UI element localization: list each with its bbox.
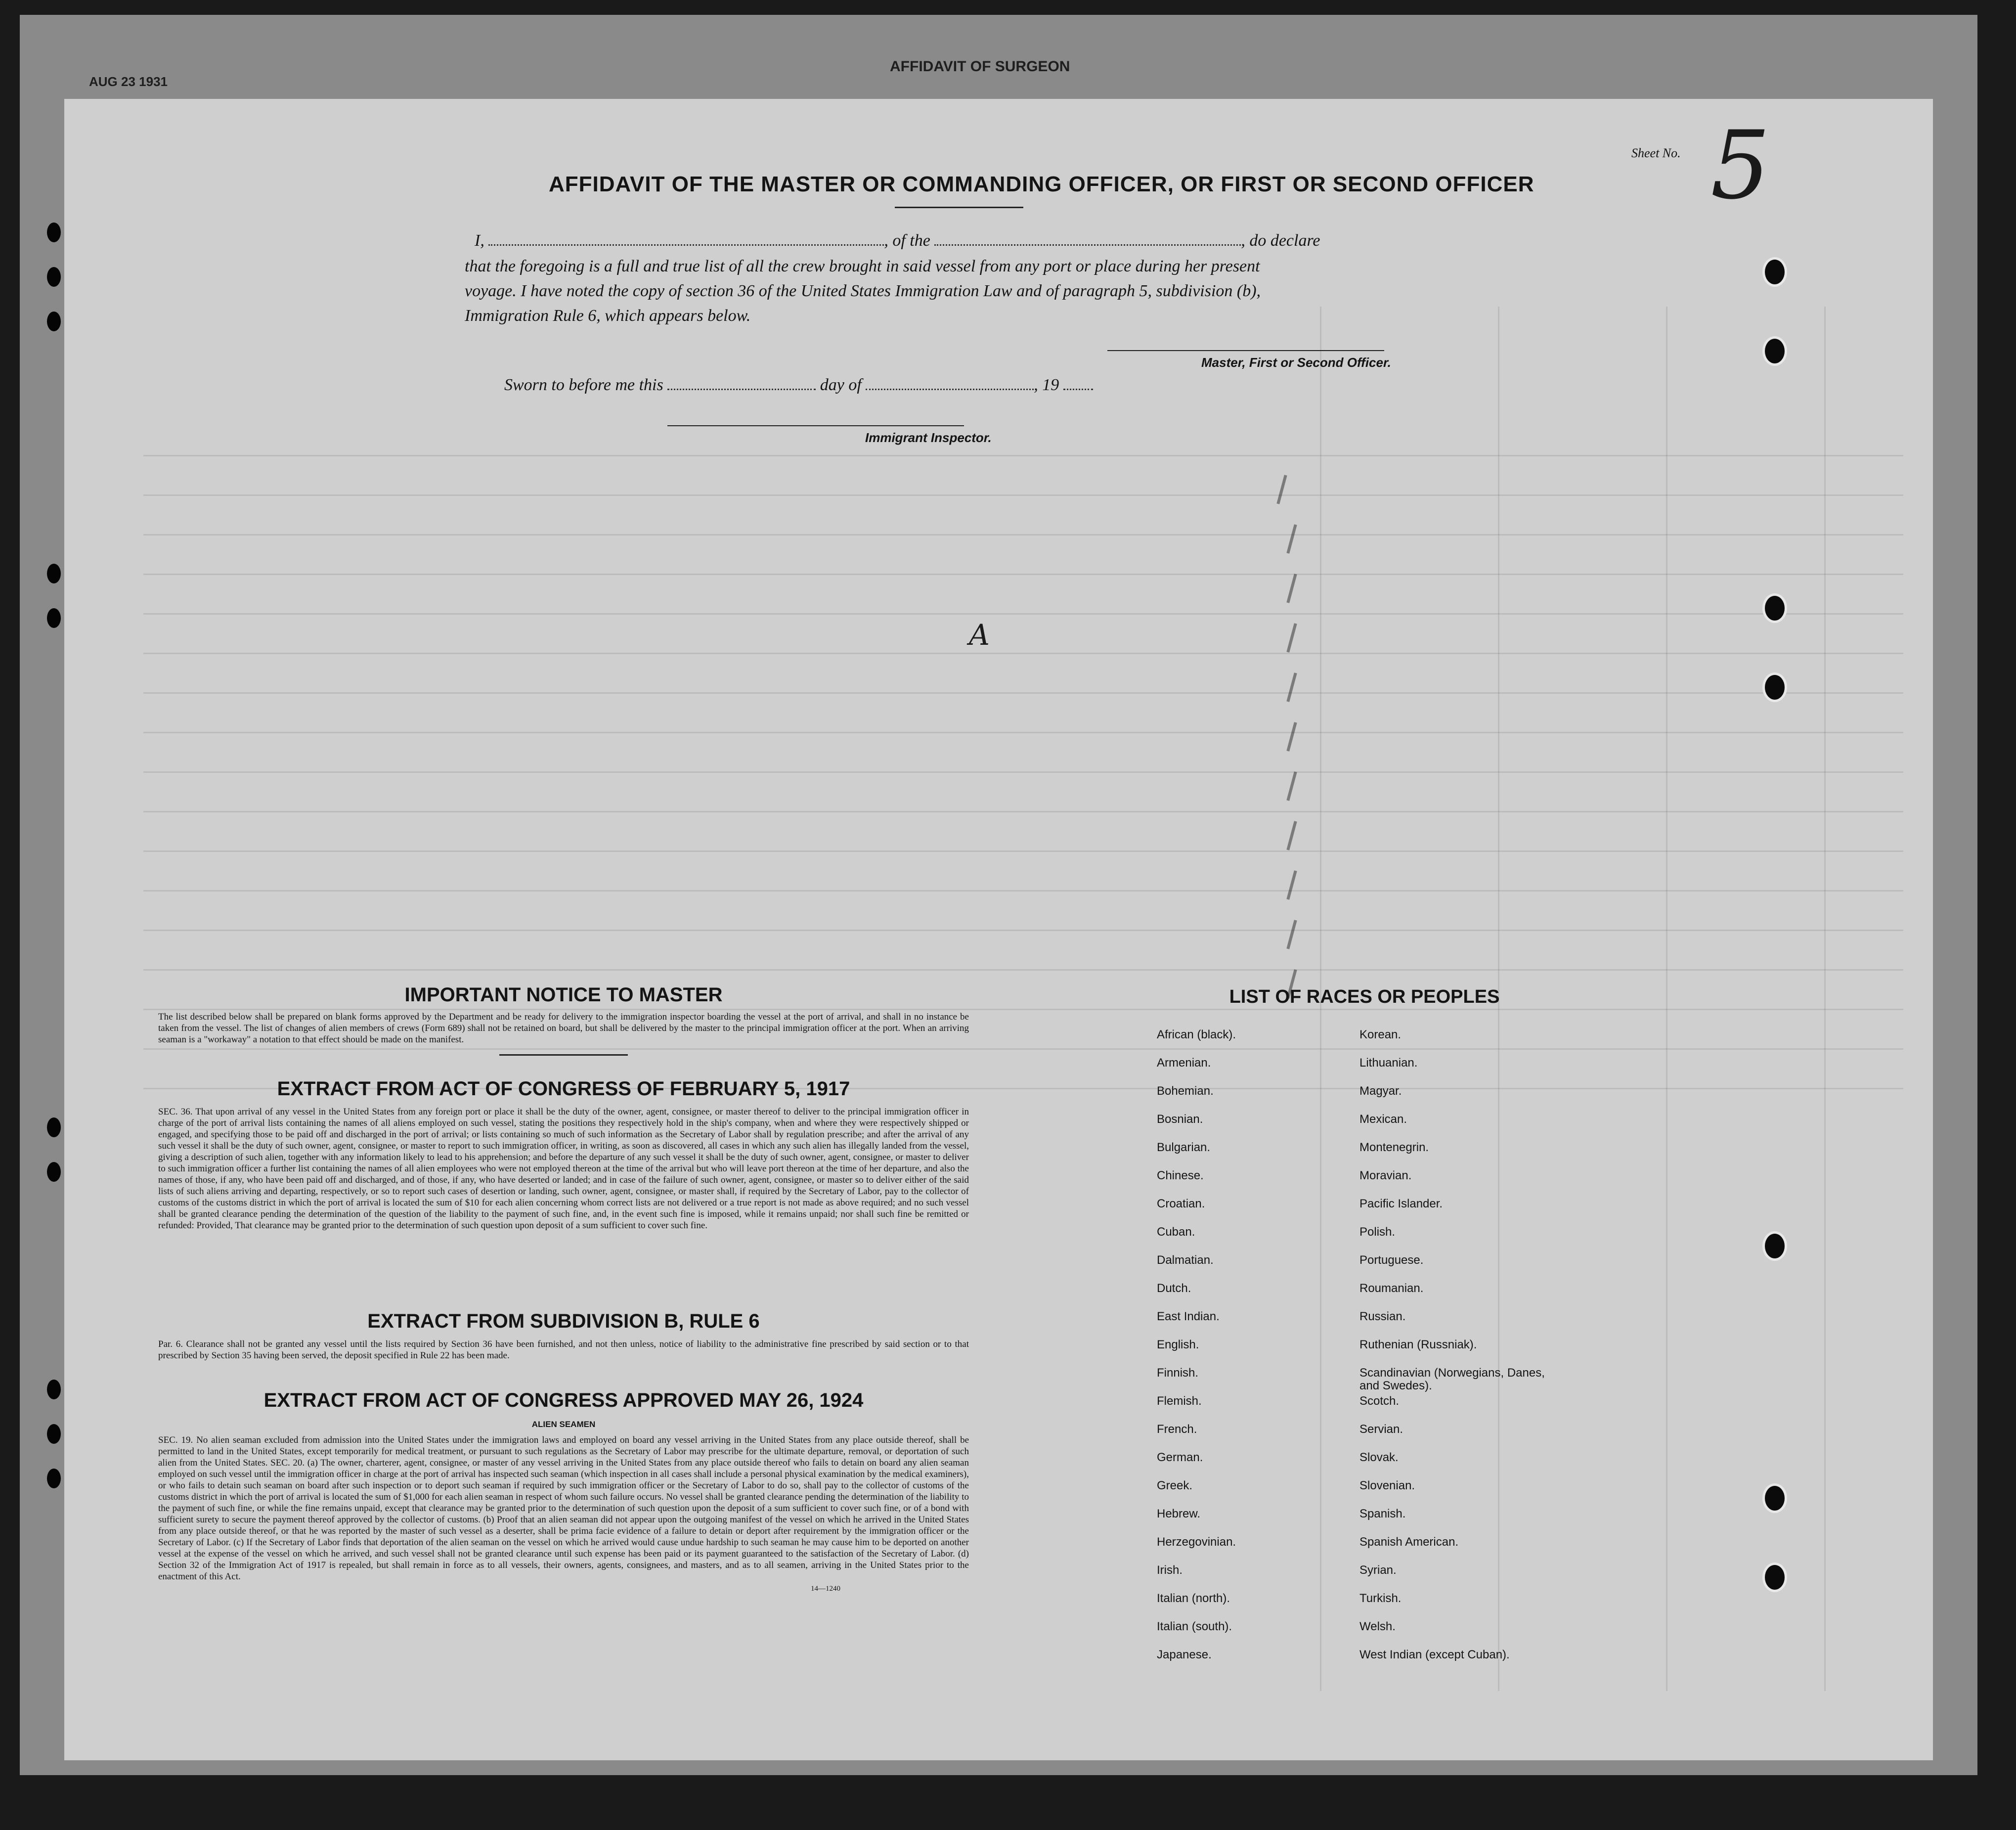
binding-dot-icon	[47, 1162, 61, 1182]
race-item: Moravian.	[1359, 1169, 1412, 1182]
race-item: Roumanian.	[1359, 1282, 1424, 1295]
sheet-no-value: 5	[1710, 111, 1770, 220]
sworn-day-of: day of	[820, 376, 862, 394]
race-item: Pacific Islander.	[1359, 1197, 1443, 1210]
race-item: French.	[1157, 1423, 1197, 1436]
extract1-title: EXTRACT FROM ACT OF CONGRESS OF FEBRUARY 5, 1917	[277, 1078, 850, 1100]
sheet-no-label: Sheet No.	[1631, 146, 1681, 160]
punch-hole-icon	[1762, 1483, 1787, 1513]
race-item: Dutch.	[1157, 1282, 1191, 1295]
extract3-title: EXTRACT FROM ACT OF CONGRESS APPROVED MAY 26, 1924	[263, 1389, 864, 1411]
race-item: Greek.	[1157, 1479, 1193, 1492]
affidavit-declare: , do declare	[1241, 231, 1320, 250]
race-item: Chinese.	[1157, 1169, 1204, 1182]
race-item: West Indian (except Cuban).	[1359, 1648, 1510, 1661]
extract1-section	[158, 1078, 969, 1231]
notice-title: IMPORTANT NOTICE TO MASTER	[404, 984, 723, 1006]
sworn-month-blank[interactable]	[866, 389, 1034, 390]
binding-dot-icon	[47, 608, 61, 628]
races-title: LIST OF RACES OR PEOPLES	[1229, 986, 1500, 1007]
race-item: Ruthenian (Russniak).	[1359, 1338, 1477, 1351]
sworn-day-blank[interactable]	[667, 389, 816, 390]
sworn-line	[504, 376, 1093, 395]
inspector-signature-label: Immigrant Inspector.	[865, 430, 992, 445]
race-item: Turkish.	[1359, 1592, 1402, 1605]
race-item: English.	[1157, 1338, 1199, 1351]
sworn-year: , 19	[1034, 376, 1059, 394]
race-item: Scandinavian (Norwegians, Danes, and Swedes).	[1359, 1366, 1545, 1392]
race-item: Italian (south).	[1157, 1620, 1232, 1633]
sworn-year-blank[interactable]	[1063, 389, 1093, 390]
name-blank[interactable]	[488, 244, 884, 246]
binding-dot-icon	[47, 1469, 61, 1488]
binding-dot-icon	[47, 312, 61, 331]
race-item: Bohemian.	[1157, 1084, 1214, 1098]
race-item: Magyar.	[1359, 1084, 1402, 1098]
extract2-section	[158, 1310, 969, 1361]
punch-hole-icon	[1762, 257, 1787, 287]
race-item: Hebrew.	[1157, 1507, 1201, 1520]
binding-dot-icon	[47, 1424, 61, 1444]
race-item: Welsh.	[1359, 1620, 1396, 1633]
extract1-body: SEC. 36. That upon arrival of any vessel in the United States from any foreign port or place it shall be the duty of the owner, agent, consignee, or master thereof to deliver to the principal immigration officer in charge of the port of arrival lists containing the names of all aliens employed on such vessel, stating the positions they respectively hold in the ship's company, when and where they were respectively shipped or engaged, and specifying those to be paid off and discharged in the port of arrival; or lists containing so much of such information as the Secretary of Labor shall by regulation prescribe; and after the arrival of any such vessel it shall be the duty of such owner, agent, consignee, or master to report to such immigration officer, in writing, as soon as discovered, all cases in which any such alien has illegally landed from the vessel, giving a description of such alien, together with any information likely to lead to his apprehension; and before the departure of any such vessel it shall be the duty of such owner, agent, consignee, or master to deliver to such immigration officer a further list containing the names of all alien employees who were not employed thereon at the time of the arrival but who will leave port thereon at the time of her departure, and also the names of those, if any, who have been paid off and discharged, and of those, if any, who have deserted or landed; and in case of the failure of such owner, agent, consignee, or master so to deliver either of the said lists of such aliens arriving and departing, respectively, or so to report such cases of desertion or landing, such owner, agent, consignee, or master shall, if required by the Secretary of Labor, pay to the collector of customs of the customs district in which the port of arrival is located the sum of $10 for each alien concerning whom correct lists are not delivered or a true report is not made as above required; and no such vessel shall be granted clearance pending the determination of the question of the liability to the payment of such fine, and, in the event such fine is imposed, while it remains unpaid; nor shall such fine be remitted or refunded: Provided, That clearance may be granted prior to the determination of such question upon deposit of a sum sufficient to cover such fine.	[158, 1107, 969, 1231]
binding-dot-icon	[47, 1117, 61, 1137]
race-item: Servian.	[1359, 1423, 1403, 1436]
race-item: Syrian.	[1359, 1563, 1397, 1577]
form-number: 14—1240	[811, 1585, 840, 1593]
extract3-subtitle: ALIEN SEAMEN	[531, 1420, 596, 1429]
affidavit-line3: voyage. I have noted the copy of section 36 of the United States Immigration Law and of paragraph 5, subdivision (b),	[465, 282, 1261, 300]
punch-hole-icon	[1762, 672, 1787, 702]
sworn-prefix: Sworn to before me this	[504, 376, 663, 394]
affidavit-line4: Immigration Rule 6, which appears below.	[465, 307, 751, 325]
punch-hole-icon	[1762, 1231, 1787, 1261]
binding-dot-icon	[47, 564, 61, 583]
binding-dot-icon	[47, 223, 61, 242]
race-item: Dalmatian.	[1157, 1253, 1214, 1267]
race-item: Irish.	[1157, 1563, 1183, 1577]
extract3-section	[158, 1389, 969, 1595]
back-header: AFFIDAVIT OF SURGEON	[890, 58, 1070, 75]
back-stamp: AUG 23 1931	[89, 74, 168, 89]
race-item: Italian (north).	[1157, 1592, 1230, 1605]
race-item: East Indian.	[1157, 1310, 1220, 1323]
notice-body: The list described below shall be prepared on blank forms approved by the Department and be ready for delivery to the immigration inspector boarding the vessel at the port of arrival, and shall in no instance be taken from the vessel. The list of changes of alien members of crews (Form 689) shall not be retained on board, but shall be delivered by the master to the principal immigration officer at the port. When an arriving seaman is a "workaway" a notation to that effect should be made on the manifest.	[158, 1012, 969, 1045]
race-item: Portuguese.	[1359, 1253, 1424, 1267]
race-item: German.	[1157, 1451, 1203, 1464]
race-item: Slovak.	[1359, 1451, 1399, 1464]
punch-hole-icon	[1762, 593, 1787, 623]
notice-section	[158, 984, 969, 1056]
race-item: Korean.	[1359, 1028, 1402, 1041]
race-item: Spanish.	[1359, 1507, 1406, 1520]
race-item: Bosnian.	[1157, 1113, 1203, 1126]
affidavit-line2: that the foregoing is a full and true list of all the crew brought in said vessel from any port or place during her present	[465, 257, 1260, 275]
race-item: Russian.	[1359, 1310, 1406, 1323]
race-item: African (black).	[1157, 1028, 1236, 1041]
race-item: Croatian.	[1157, 1197, 1205, 1210]
extract3-body: SEC. 19. No alien seaman excluded from admission into the United States under the immigration laws and employed on board any vessel arriving in the United States from any place outside thereof, shall be permitted to land in the United States, except temporarily for medical treatment, or pursuant to such regulations as the Secretary of Labor may prescribe for the ultimate departure, removal, or deportation of such alien from the United States. SEC. 20. (a) The owner, charterer, agent, consignee, or master of any vessel arriving in the United States from any place outside thereof who fails to detain on board any alien seaman employed on such vessel until the immigration officer in charge at the port of arrival has inspected such seaman (which inspection in all cases shall include a personal physical examination by the medical examiners), or who fails to detain such seaman on board after such inspection or to deport such seaman if required by such immigration officer or the Secretary of Labor to do so, shall pay to the collector of customs of the customs district in which the port of arrival is located the sum of $1,000 for each alien seaman in respect of whom such failure occurs. No vessel shall be granted clearance pending the determination of the liability to the payment of such fine, or while the fine remains unpaid, except that clearance may be granted prior to the determination of such question upon the deposit of a sum sufficient to cover such fine, or of a bond with sufficient surety to secure the payment thereof approved by the collector of customs. (b) Proof that an alien seaman did not appear upon the outgoing manifest of the vessel on which he arrived in the United States from any place outside thereof, or that he was reported by the master of such vessel as a deserter, shall be prima facie evidence of a failure to detain or deport after requirement by the immigration officer or the Secretary of Labor. (c) If the Secretary of Labor finds that deportation of the alien seaman on the vessel on which he arrived would cause undue hardship to such seaman he may cause him to be deported on another vessel at the expense of the vessel on which he arrived, and such vessel shall not be granted clearance until such expense has been paid or its payment guaranteed to the satisfaction of the Secretary of Labor. (d) Section 32 of the Immigration Act of 1917 is repealed, but shall remain in force as to all vessels, their owners, agents, consignees, and masters, and as to all seamen, arriving in the United States prior to the enactment of this Act.	[158, 1435, 969, 1582]
race-item: Scotch.	[1359, 1394, 1400, 1408]
binding-dot-icon	[47, 267, 61, 287]
race-item: Japanese.	[1157, 1648, 1212, 1661]
race-item: Cuban.	[1157, 1225, 1195, 1239]
race-item: Mexican.	[1359, 1113, 1407, 1126]
form-sheet	[64, 99, 1933, 1760]
race-item: Armenian.	[1157, 1056, 1211, 1070]
affidavit-of-the: , of the	[884, 231, 930, 250]
extract2-body: Par. 6. Clearance shall not be granted any vessel until the lists required by Section 36 have been furnished, and not then unless, notice of liability to the administrative fine prescribed by said section or to that prescribed by Section 35 having been served, the deposit specified in Rule 22 has been made.	[158, 1339, 969, 1361]
race-item: Montenegrin.	[1359, 1141, 1429, 1154]
race-item: Polish.	[1359, 1225, 1396, 1239]
vessel-blank[interactable]	[934, 244, 1241, 246]
race-item: Flemish.	[1157, 1394, 1202, 1408]
binding-dot-icon	[47, 1380, 61, 1399]
affidavit-title: AFFIDAVIT OF THE MASTER OR COMMANDING OFFICER, OR FIRST OR SECOND OFFICER	[549, 172, 1534, 196]
punch-hole-icon	[1762, 336, 1787, 366]
race-item: Spanish American.	[1359, 1535, 1459, 1549]
affidavit-i: I,	[475, 231, 484, 250]
punch-hole-icon	[1762, 1562, 1787, 1592]
race-item: Lithuanian.	[1359, 1056, 1418, 1070]
extract2-title: EXTRACT FROM SUBDIVISION B, RULE 6	[367, 1310, 760, 1332]
race-item: Finnish.	[1157, 1366, 1199, 1380]
race-item: Herzegovinian.	[1157, 1535, 1236, 1549]
handwritten-mark: A	[969, 618, 990, 652]
affidavit-line1	[475, 231, 1320, 250]
race-item: Bulgarian.	[1157, 1141, 1211, 1154]
race-item: Slovenian.	[1359, 1479, 1415, 1492]
master-signature-label: Master, First or Second Officer.	[1201, 355, 1391, 370]
